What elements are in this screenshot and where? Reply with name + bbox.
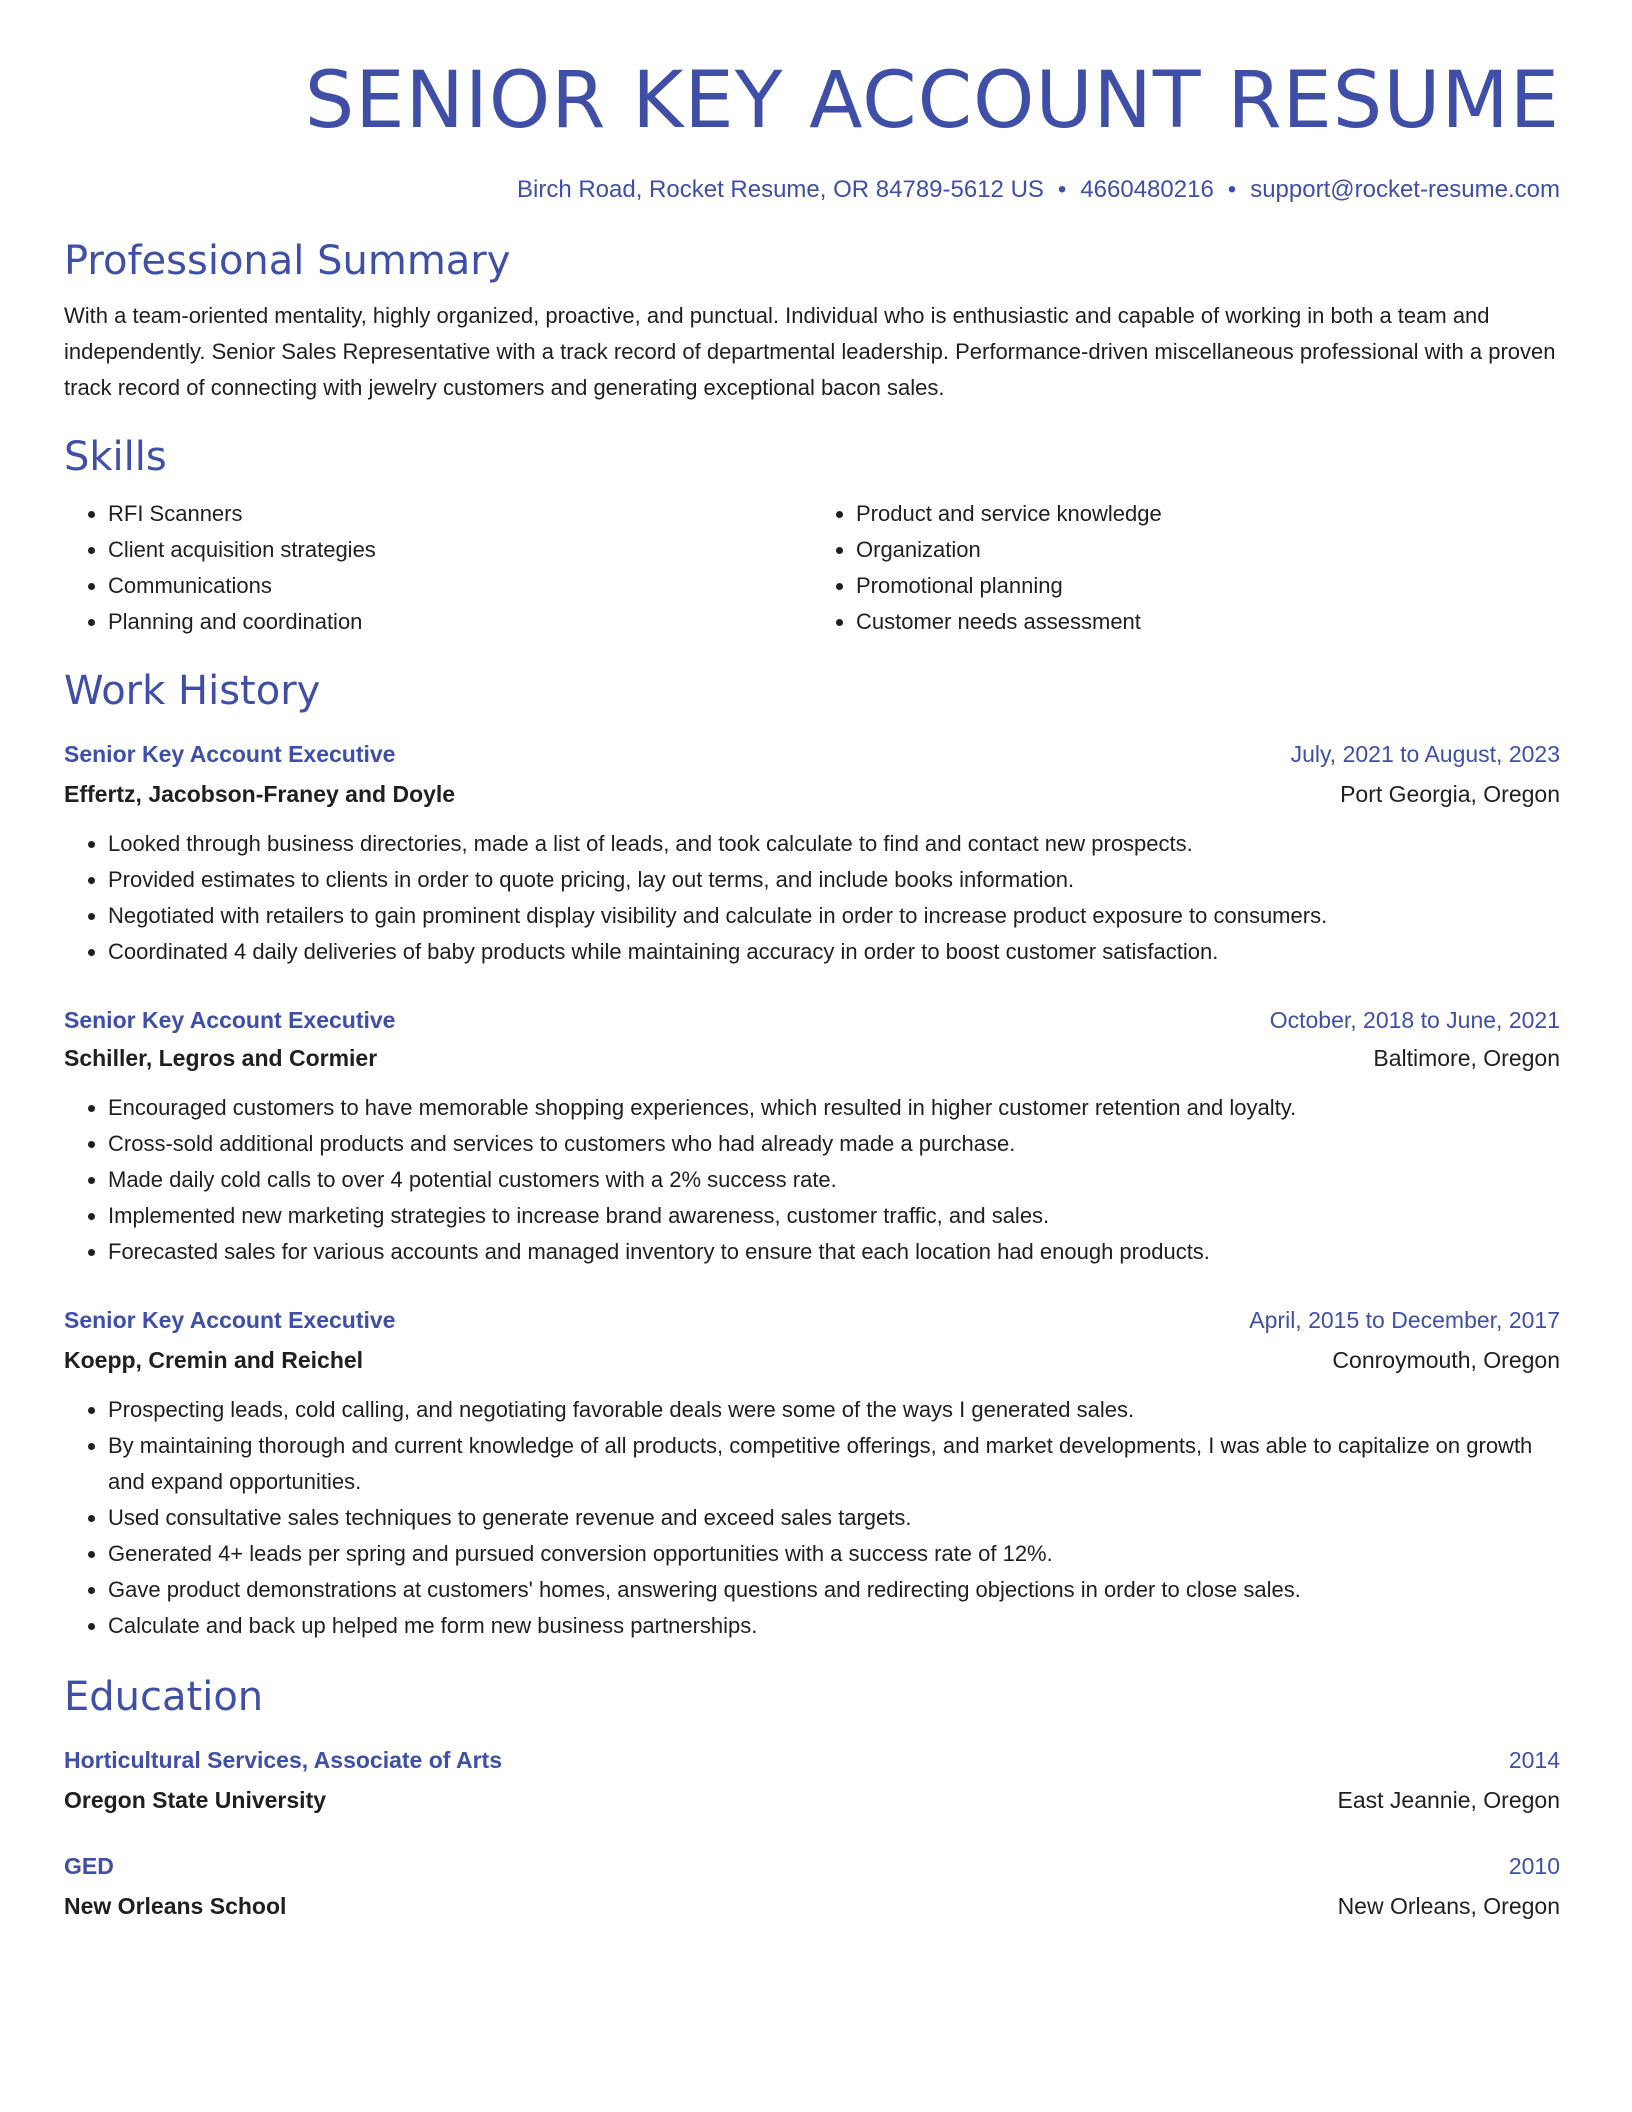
skill-item: • Product and service knowledge — [856, 496, 1560, 532]
section-heading: Work History — [64, 668, 321, 714]
job-subheader — [64, 1342, 1560, 1378]
list-item: • Encouraged customers to have memorable shopping experiences, which resulted in higher customer retention and loyalty. — [108, 1090, 1560, 1126]
job-header — [64, 1302, 1560, 1338]
section-heading: Professional Summary — [64, 238, 511, 284]
list-item: • Used consultative sales techniques to generate revenue and exceed sales targets. — [108, 1500, 1560, 1536]
skills-list-left — [64, 496, 812, 640]
skill-item: • Promotional planning — [856, 568, 1560, 604]
list-item: • Negotiated with retailers to gain prominent display visibility and calculate in order to increase product exposure to consumers. — [108, 898, 1560, 934]
list-item: • Implemented new marketing strategies to increase brand awareness, customer traffic, and sales. — [108, 1198, 1560, 1234]
contact-line — [64, 174, 1560, 206]
job-entry — [64, 1302, 1560, 1644]
resume-page — [64, 0, 1560, 1924]
skill-item: • RFI Scanners — [108, 496, 812, 532]
skill-item: • Communications — [108, 568, 812, 604]
job-entry — [64, 736, 1560, 970]
job-bullets — [64, 826, 1560, 970]
list-item: • Coordinated 4 daily deliveries of baby products while maintaining accuracy in order to boost customer satisfaction. — [108, 934, 1560, 970]
list-item: • Calculate and back up helped me form new business partnerships. — [108, 1608, 1560, 1644]
address: Birch Road, Rocket Resume, OR 84789-5612 US — [516, 176, 1044, 203]
job-bullets — [64, 1392, 1560, 1644]
graduation-year: 2010 — [1508, 1853, 1560, 1879]
professional-summary-section — [64, 236, 1560, 406]
job-location: Conroymouth, Oregon — [1332, 1347, 1560, 1373]
degree: GED — [64, 1853, 114, 1879]
job-location: Port Georgia, Oregon — [1340, 781, 1560, 807]
company-name: Koepp, Cremin and Reichel — [64, 1347, 364, 1373]
education-subheader — [64, 1782, 1560, 1818]
school-name: Oregon State University — [64, 1787, 327, 1813]
contact-separator: • — [1227, 176, 1237, 203]
skills-columns — [64, 496, 1560, 640]
job-subheader — [64, 776, 1560, 812]
skill-item: • Customer needs assessment — [856, 604, 1560, 640]
list-item: • Prospecting leads, cold calling, and negotiating favorable deals were some of the ways I generated sales. — [108, 1392, 1560, 1428]
list-item: • Generated 4+ leads per spring and pursued conversion opportunities with a success rate of 12%. — [108, 1536, 1560, 1572]
job-dates: October, 2018 to June, 2021 — [1269, 1007, 1560, 1033]
job-dates: April, 2015 to December, 2017 — [1249, 1307, 1560, 1333]
job-header — [64, 1002, 1560, 1038]
school-location: New Orleans, Oregon — [1337, 1893, 1560, 1919]
list-item: • Gave product demonstrations at customers' homes, answering questions and redirecting objections in order to close sales. — [108, 1572, 1560, 1608]
email-link[interactable]: support@rocket-resume.com — [1250, 176, 1560, 203]
section-heading: Education — [64, 1674, 264, 1720]
summary-text: With a team-oriented mentality, highly organized, proactive, and punctual. Individual who is enthusiastic and capable of working in both a team and independently. Senior Sales Representative with a track record of departmental leadership. Performance-driven miscellaneous professional with a proven track record of connecting with jewelry customers and generating exceptional bacon sales. — [64, 303, 1556, 400]
job-subheader — [64, 1040, 1560, 1076]
job-entry — [64, 1002, 1560, 1270]
education-header — [64, 1848, 1560, 1884]
education-entry — [64, 1848, 1560, 1924]
contact-separator: • — [1057, 176, 1067, 203]
list-item: • By maintaining thorough and current knowledge of all products, competitive offerings, and market developments, I was able to capitalize on growth and expand opportunities. — [108, 1428, 1560, 1500]
skill-item: • Client acquisition strategies — [108, 532, 812, 568]
phone: 4660480216 — [1080, 176, 1214, 203]
section-heading: Skills — [64, 434, 167, 480]
education-entry — [64, 1742, 1560, 1818]
skill-item: • Planning and coordination — [108, 604, 812, 640]
job-bullets — [64, 1090, 1560, 1270]
resume-title: SENIOR KEY ACCOUNT RESUME — [304, 56, 1560, 146]
education-header — [64, 1742, 1560, 1778]
education-subheader — [64, 1888, 1560, 1924]
list-item: • Forecasted sales for various accounts and managed inventory to ensure that each location had enough products. — [108, 1234, 1560, 1270]
company-name: Effertz, Jacobson-Franey and Doyle — [64, 781, 456, 807]
school-name: New Orleans School — [64, 1893, 287, 1919]
job-title: Senior Key Account Executive — [64, 1007, 396, 1033]
list-item: • Cross-sold additional products and services to customers who had already made a purchase. — [108, 1126, 1560, 1162]
skills-section — [64, 432, 1560, 640]
list-item: • Provided estimates to clients in order to quote pricing, lay out terms, and include books information. — [108, 862, 1560, 898]
job-header — [64, 736, 1560, 772]
company-name: Schiller, Legros and Cormier — [64, 1045, 378, 1071]
skill-item: • Organization — [856, 532, 1560, 568]
skills-list-right — [812, 496, 1560, 640]
job-dates: July, 2021 to August, 2023 — [1290, 741, 1560, 767]
job-location: Baltimore, Oregon — [1373, 1045, 1560, 1071]
graduation-year: 2014 — [1508, 1747, 1560, 1773]
list-item: • Looked through business directories, made a list of leads, and took calculate to find and contact new prospects. — [108, 826, 1560, 862]
school-location: East Jeannie, Oregon — [1337, 1787, 1560, 1813]
list-item: • Made daily cold calls to over 4 potential customers with a 2% success rate. — [108, 1162, 1560, 1198]
degree: Horticultural Services, Associate of Arts — [64, 1747, 502, 1773]
job-title: Senior Key Account Executive — [64, 741, 396, 767]
education-section — [64, 1672, 1560, 1924]
work-history-section — [64, 666, 1560, 1644]
job-title: Senior Key Account Executive — [64, 1307, 396, 1333]
